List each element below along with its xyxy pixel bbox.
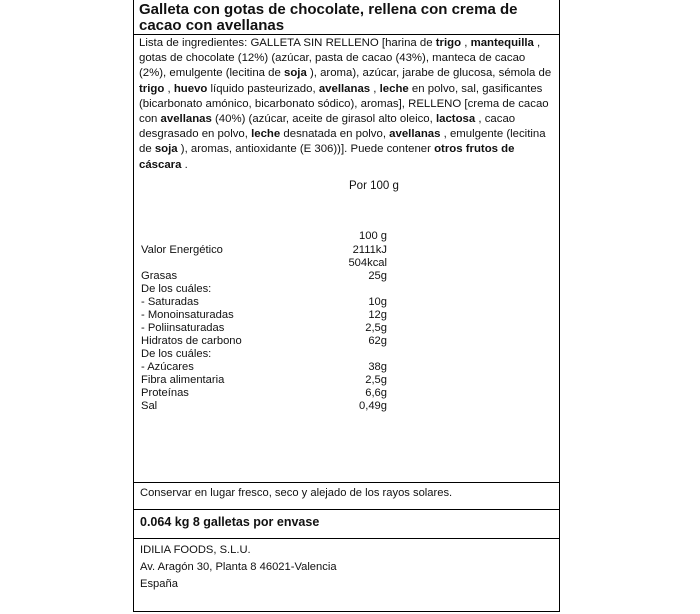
company-name: IDILIA FOODS, S.L.U. [140, 544, 251, 556]
ingredient-text: ), aromas, antioxidante (E 306))]. Puede contener [177, 143, 435, 156]
nutrition-row-label: Grasas [141, 270, 178, 282]
nutrition-row-label: Hidratos de carbono [141, 335, 242, 347]
ingredient-text: . [181, 158, 188, 171]
nutrition-row-label: De los cuáles: [141, 348, 212, 360]
nutrition-row-value: 2,5g [365, 374, 387, 386]
ingredient-text: , [370, 82, 380, 95]
company-address: Av. Aragón 30, Planta 8 46021-Valencia [140, 561, 337, 573]
company-country: España [140, 578, 178, 590]
nutrition-row-label: Proteínas [141, 387, 189, 399]
storage-divider [134, 482, 559, 483]
per-100g-header: Por 100 g [349, 180, 399, 192]
nutrition-row-label: Fibra alimentaria [141, 374, 225, 386]
allergen-text: avellanas [389, 128, 441, 141]
nutrition-row-value: 0,49g [359, 400, 387, 412]
ingredient-text: , [461, 37, 471, 49]
nutrition-row-label: - Monoinsaturadas [141, 309, 234, 321]
allergen-text: trigo [139, 82, 165, 95]
ingredient-text: desnatada en polvo, [280, 128, 390, 141]
ingredient-text: , cacao desgrasado en polvo, [139, 113, 516, 141]
nutrition-row-label: - Poliinsaturadas [141, 322, 225, 334]
ingredients-list [139, 36, 555, 173]
company-divider [134, 538, 559, 539]
net-content: 0.064 kg 8 galletas por envase [140, 515, 320, 529]
energy-label: Valor Energético [141, 244, 223, 256]
nutrition-row-label: - Azúcares [141, 361, 194, 373]
nutrition-row-value: 25g [368, 270, 387, 282]
nutrition-row-label: - Saturadas [141, 296, 199, 308]
allergen-text: soja [154, 143, 178, 156]
ingredient-text: líquido pasteurizado, [207, 82, 319, 95]
storage-instructions: Conservar en lugar fresco, seco y alejado de los rayos solares. [140, 487, 453, 499]
ingredient-text: , emulgente (lecitina de [139, 128, 546, 156]
ingredient-text: , gotas de chocolate (12%) (azúcar, pasta de cacao (43%), manteca de cacao (2%), emulgente (lecitina de [139, 37, 541, 80]
nutrition-row-label: De los cuáles: [141, 283, 212, 295]
ingredient-text: en polvo, sal, gasificantes (bicarbonato amónico, bicarbonato sódico), aromas], RELLENO [crema de cacao con [139, 82, 549, 126]
ingredient-text: Lista de ingredientes: GALLETA SIN RELLENO [harina de [139, 37, 436, 49]
allergen-text: leche [251, 128, 281, 141]
allergen-text: lactosa [435, 113, 476, 126]
energy-kj: 2111kJ [352, 244, 387, 256]
nutrition-row-value: 12g [368, 309, 387, 321]
allergen-text: avellanas [318, 82, 371, 95]
allergen-text: otros frutos de cáscara [139, 143, 515, 171]
ingredient-text: ), aroma), azúcar, jarabe de glucosa, sémola de [306, 67, 552, 80]
nutrition-row-value: 62g [368, 335, 387, 347]
net-content-divider [134, 509, 559, 510]
nutrition-row-value: 2,5g [365, 322, 387, 334]
allergen-text: leche [379, 82, 409, 95]
allergen-text: huevo [173, 82, 208, 95]
product-title: Galleta con gotas de chocolate, rellena con crema de cacao con avellanas [139, 1, 518, 34]
nutrition-row-value: 6,6g [365, 387, 387, 399]
allergen-text: avellanas [160, 113, 212, 126]
allergen-text: soja [284, 67, 307, 80]
energy-kcal: 504kcal [348, 257, 387, 269]
nutrition-row-value: 38g [368, 361, 387, 373]
allergen-text: trigo [435, 37, 462, 49]
ingredient-text: (40%) (azúcar, aceite de girasol alto oleico, [211, 113, 436, 126]
nutrition-row-value: 10g [368, 296, 387, 308]
nutrition-row-label: Sal [141, 400, 158, 412]
nutrition-column-header: 100 g [359, 230, 387, 242]
title-divider [134, 34, 559, 35]
allergen-text: mantequilla [470, 37, 534, 49]
ingredient-text: , [164, 82, 174, 95]
